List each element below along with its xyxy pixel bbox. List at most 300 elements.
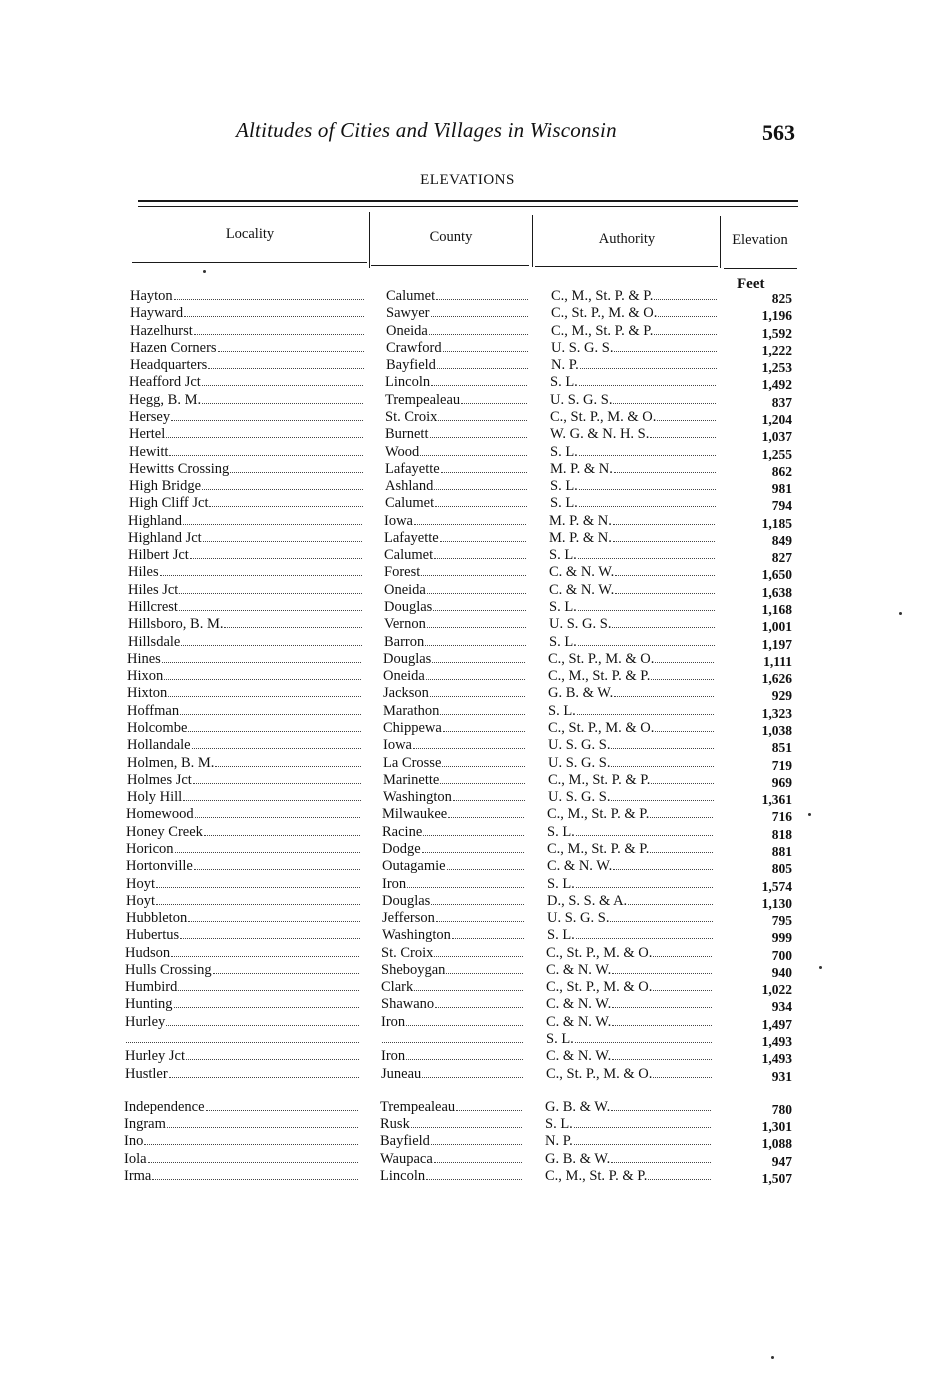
- dot-leader: [171, 945, 359, 957]
- table-row: [0, 789, 927, 806]
- authority-cell-text: D., S. S. & A.: [547, 892, 628, 909]
- locality-cell: [125, 979, 359, 996]
- county-cell: [382, 858, 524, 875]
- authority-cell-text: G. B. & W.: [548, 685, 614, 702]
- locality-cell-text: Hurley: [125, 1013, 166, 1030]
- dot-leader: [614, 685, 714, 697]
- authority-cell: [546, 1031, 712, 1048]
- table-row: [0, 1099, 927, 1116]
- elevation-cell: 716: [771, 809, 792, 825]
- dot-leader: [422, 841, 524, 853]
- elevation-cell: 1,037: [761, 429, 792, 445]
- elevation-cell: 1,574: [761, 878, 792, 894]
- county-cell-text: Crawford: [386, 339, 442, 356]
- authority-cell-text: S. L.: [549, 599, 577, 616]
- elevation-cell: 1,253: [761, 360, 792, 376]
- authority-cell: [550, 444, 716, 461]
- dot-leader: [651, 668, 714, 680]
- authority-cell-text: C. & N. W.: [546, 1013, 612, 1030]
- dot-leader: [611, 1099, 711, 1111]
- locality-cell-text: Hilbert Jct: [128, 547, 189, 564]
- locality-cell: [125, 1031, 359, 1043]
- table-row: [0, 426, 927, 443]
- locality-cell-text: High Bridge: [129, 478, 202, 495]
- county-cell-text: Iowa: [384, 512, 413, 529]
- dot-leader: [209, 495, 363, 507]
- locality-cell: [127, 737, 361, 754]
- elevation-cell: 981: [771, 481, 792, 497]
- dot-leader: [613, 392, 716, 404]
- county-cell: [382, 841, 524, 858]
- locality-cell-text: Irma: [124, 1168, 152, 1184]
- authority-cell: [548, 772, 714, 789]
- table-row: [0, 824, 927, 841]
- authority-cell: [545, 1151, 711, 1168]
- table-row: [0, 444, 927, 461]
- locality-cell-text: Hazen Corners: [130, 339, 217, 356]
- dot-leader: [171, 409, 363, 421]
- county-cell: [386, 305, 528, 322]
- county-cell: [381, 945, 523, 962]
- county-cell-text: Wood: [385, 443, 420, 460]
- dot-leader: [442, 755, 525, 767]
- elevation-cell: 1,650: [761, 567, 792, 583]
- authority-cell-text: C., M., St. P. & P.: [545, 1168, 648, 1184]
- authority-cell-text: C. & N. W.: [546, 996, 612, 1013]
- county-cell-text: Rusk: [380, 1116, 410, 1133]
- dot-leader: [156, 893, 360, 905]
- locality-cell-text: Ingram: [124, 1116, 166, 1133]
- dot-leader: [579, 495, 716, 507]
- authority-cell: [548, 703, 714, 720]
- table-row: [0, 996, 927, 1013]
- county-cell: [380, 1151, 522, 1168]
- elevation-cell: 1,168: [761, 602, 792, 618]
- table-row: [0, 1116, 927, 1133]
- dot-leader: [175, 841, 360, 853]
- dot-leader: [651, 772, 714, 784]
- table-row: [0, 1168, 927, 1185]
- locality-cell: [125, 962, 359, 979]
- dot-leader: [431, 1133, 522, 1145]
- county-cell-text: Calumet: [386, 288, 436, 304]
- authority-cell-text: C., M., St. P. & P.: [547, 840, 650, 857]
- table-row: [0, 720, 927, 737]
- dot-leader: [578, 547, 715, 559]
- dot-leader: [653, 979, 712, 991]
- dot-leader: [168, 685, 361, 697]
- dot-leader: [612, 1014, 712, 1026]
- dot-leader: [579, 374, 716, 386]
- dot-leader: [653, 945, 712, 957]
- authority-cell: [546, 996, 712, 1013]
- authority-cell-text: S. L.: [550, 495, 578, 512]
- locality-cell: [128, 547, 362, 564]
- authority-cell: [546, 1066, 712, 1083]
- dot-leader: [576, 876, 713, 888]
- county-cell: [384, 616, 526, 633]
- dot-leader: [613, 858, 713, 870]
- county-cell: [385, 392, 527, 409]
- county-cell: [385, 495, 527, 512]
- dot-leader: [192, 737, 361, 749]
- top-rule-thin: [138, 206, 798, 207]
- dot-leader: [434, 478, 527, 490]
- locality-cell: [126, 841, 360, 858]
- authority-cell: [551, 305, 717, 322]
- dot-leader: [188, 720, 361, 732]
- county-cell: [385, 478, 527, 495]
- table-row: [0, 495, 927, 512]
- locality-cell: [126, 806, 360, 823]
- locality-cell: [124, 1168, 358, 1185]
- authority-cell: [547, 858, 713, 875]
- locality-cell: [126, 910, 360, 927]
- dot-leader: [202, 392, 363, 404]
- county-cell-text: Bayfield: [380, 1133, 430, 1150]
- authority-cell-text: M. P. & N.: [549, 529, 612, 546]
- county-cell-text: Lincoln: [385, 374, 431, 391]
- dot-leader: [654, 288, 717, 300]
- dot-leader: [420, 444, 527, 456]
- table-row: [0, 979, 927, 996]
- authority-cell: [550, 426, 716, 443]
- locality-cell: [124, 1099, 358, 1116]
- locality-cell: [127, 651, 361, 668]
- dot-leader: [437, 357, 528, 369]
- county-cell: [383, 720, 525, 737]
- authority-cell: [547, 927, 713, 944]
- locality-cell: [129, 409, 363, 426]
- county-cell: [383, 737, 525, 754]
- locality-cell: [128, 513, 362, 530]
- dot-leader: [438, 409, 527, 421]
- authority-cell: [550, 409, 716, 426]
- elevation-cell: 931: [771, 1068, 792, 1084]
- county-cell: [380, 1133, 522, 1150]
- locality-cell-text: Highland: [128, 512, 182, 529]
- elevation-cell: 700: [771, 947, 792, 963]
- dot-leader: [448, 806, 524, 818]
- elevation-cell: 1,196: [761, 308, 792, 324]
- locality-cell: [127, 685, 361, 702]
- authority-cell-text: C., St. P., M. & O.: [548, 720, 655, 736]
- elevation-cell: 851: [771, 740, 792, 756]
- authority-cell-text: C. & N. W.: [547, 858, 613, 875]
- table-row: [0, 547, 927, 564]
- dot-leader: [446, 962, 523, 974]
- table-row: [0, 893, 927, 910]
- authority-cell: [546, 1014, 712, 1031]
- table-row: [0, 357, 927, 374]
- table-row: [0, 945, 927, 962]
- authority-cell: [546, 1048, 712, 1065]
- authority-cell: [549, 634, 715, 651]
- locality-cell: [125, 1048, 359, 1065]
- dot-leader: [169, 1066, 359, 1078]
- authority-cell: [549, 616, 715, 633]
- dot-leader: [440, 703, 525, 715]
- county-cell-text: Oneida: [386, 322, 428, 339]
- county-cell-text: Vernon: [384, 616, 426, 633]
- locality-cell: [125, 1066, 359, 1083]
- authority-cell: [551, 323, 717, 340]
- county-cell-text: Douglas: [384, 599, 433, 616]
- authority-cell-text: C. & N. W.: [546, 961, 612, 978]
- elevation-cell: 999: [771, 930, 792, 946]
- elevation-cell: 1,204: [761, 411, 792, 427]
- dot-leader: [430, 685, 525, 697]
- elevation-cell: 1,497: [761, 1016, 792, 1032]
- elevation-cell: 825: [771, 291, 792, 306]
- authority-cell-text: C., St. P., M. & O.: [546, 944, 653, 961]
- authority-cell-text: C., St. P., M. & O.: [546, 979, 653, 996]
- authority-cell-text: C., M., St. P. & P.: [548, 771, 651, 788]
- authority-cell-text: S. L.: [547, 823, 575, 840]
- locality-cell: [128, 634, 362, 651]
- elevation-cell: 940: [771, 964, 792, 980]
- dot-leader: [183, 789, 361, 801]
- dot-leader: [204, 824, 360, 836]
- dot-leader: [148, 1151, 358, 1163]
- elevation-cell: 1,323: [761, 705, 792, 721]
- dot-leader: [407, 876, 524, 888]
- county-cell-text: Lafayette: [384, 529, 439, 546]
- print-speck: [203, 270, 206, 273]
- dot-leader: [612, 962, 712, 974]
- county-cell: [380, 1116, 522, 1133]
- locality-cell: [129, 478, 363, 495]
- dot-leader: [434, 945, 523, 957]
- county-cell: [381, 996, 523, 1013]
- county-cell-text: Sawyer: [386, 305, 430, 322]
- authority-cell: [548, 755, 714, 772]
- county-cell-text: Jackson: [383, 685, 429, 702]
- locality-cell: [126, 824, 360, 841]
- locality-cell: [126, 927, 360, 944]
- elevation-cell: 794: [771, 498, 792, 514]
- elevation-cell: 1,222: [761, 342, 792, 358]
- county-cell: [384, 530, 526, 547]
- county-cell-text: Iron: [381, 1013, 406, 1030]
- county-cell: [383, 755, 525, 772]
- locality-cell-text: Hurley Jct: [125, 1048, 185, 1065]
- locality-cell-text: Hewitt: [129, 443, 169, 460]
- table-row: [0, 755, 927, 772]
- locality-cell-text: Ino: [124, 1133, 144, 1150]
- authority-cell: [547, 893, 713, 910]
- locality-cell: [130, 340, 364, 357]
- locality-cell: [124, 1133, 358, 1150]
- authority-cell-text: S. L.: [550, 374, 578, 391]
- locality-cell: [130, 323, 364, 340]
- header-rule-locality: [132, 262, 367, 263]
- county-cell-text: Iron: [382, 875, 407, 892]
- column-header-locality: Locality: [225, 226, 275, 242]
- table-row: [0, 461, 927, 478]
- authority-cell: [550, 461, 716, 478]
- locality-cell-text: Hustler: [125, 1065, 168, 1082]
- elevation-cell: 1,626: [761, 671, 792, 687]
- dot-leader: [206, 1099, 358, 1111]
- locality-cell: [124, 1151, 358, 1168]
- dot-leader: [612, 1048, 712, 1060]
- dot-leader: [431, 374, 527, 386]
- authority-cell-text: S. L.: [547, 875, 575, 892]
- dot-leader: [613, 513, 715, 525]
- elevation-cell: 1,088: [761, 1136, 792, 1152]
- authority-cell-text: U. S. G. S.: [547, 910, 610, 927]
- locality-cell-text: Headquarters: [130, 357, 208, 374]
- locality-cell: [127, 772, 361, 789]
- locality-cell: [129, 444, 363, 461]
- dot-leader: [202, 374, 363, 386]
- dot-leader: [190, 547, 362, 559]
- authority-cell-text: S. L.: [549, 633, 577, 650]
- authority-cell-text: U. S. G. S.: [548, 737, 611, 754]
- locality-cell-text: Highland Jct: [128, 529, 202, 546]
- dot-leader: [215, 755, 361, 767]
- county-cell: [383, 772, 525, 789]
- dot-leader: [181, 634, 362, 646]
- authority-cell: [547, 841, 713, 858]
- elevation-cell: 1,592: [761, 325, 792, 341]
- locality-cell: [126, 858, 360, 875]
- county-cell: [383, 789, 525, 806]
- elevation-cell: 881: [771, 843, 792, 859]
- county-cell-text: Ashland: [385, 478, 434, 495]
- county-cell: [386, 357, 528, 374]
- dot-leader: [658, 305, 717, 317]
- authority-cell: [545, 1116, 711, 1133]
- table-row: [0, 513, 927, 530]
- county-cell: [384, 513, 526, 530]
- print-speck: [808, 813, 811, 816]
- authority-cell-text: C., St. P., M. & O.: [551, 305, 658, 322]
- county-cell-text: Juneau: [381, 1065, 422, 1082]
- authority-cell-text: M. P. & N.: [549, 512, 612, 529]
- locality-cell-text: Hayward: [130, 305, 184, 322]
- dot-leader: [166, 1014, 359, 1026]
- authority-cell: [548, 685, 714, 702]
- dot-leader: [162, 651, 361, 663]
- dot-leader: [179, 582, 362, 594]
- dot-leader: [613, 530, 715, 542]
- column-header-elevation: Elevation: [732, 232, 788, 248]
- dot-leader: [579, 444, 716, 456]
- authority-cell-text: U. S. G. S.: [548, 789, 611, 806]
- locality-cell-text: Hayton: [130, 288, 173, 304]
- dot-leader: [461, 392, 527, 404]
- locality-cell: [128, 616, 362, 633]
- county-cell-text: Oneida: [383, 668, 425, 685]
- county-cell-text: Bayfield: [386, 357, 436, 374]
- authority-cell-text: S. L.: [548, 702, 576, 719]
- dot-leader: [611, 1151, 711, 1163]
- elevation-cell: 1,022: [761, 982, 792, 998]
- authority-cell: [549, 564, 715, 581]
- print-speck: [819, 966, 822, 969]
- dot-leader: [575, 1031, 712, 1043]
- dot-leader: [430, 426, 528, 438]
- dot-leader: [180, 703, 361, 715]
- dot-leader: [423, 824, 524, 836]
- locality-cell: [125, 945, 359, 962]
- locality-cell: [127, 703, 361, 720]
- table-row: [0, 1151, 927, 1168]
- county-cell-text: Iron: [381, 1048, 406, 1065]
- elevation-cell: 1,638: [761, 584, 792, 600]
- elevation-cell: 862: [771, 463, 792, 479]
- dot-leader: [382, 1031, 523, 1043]
- dot-leader: [433, 599, 526, 611]
- elevation-cell: 1,361: [761, 792, 792, 808]
- dot-leader: [426, 668, 525, 680]
- locality-cell-text: Hillsdale: [128, 633, 181, 650]
- authority-cell: [548, 720, 714, 737]
- dot-leader: [178, 979, 359, 991]
- locality-cell-text: Hixon: [127, 668, 164, 685]
- dot-leader: [612, 996, 712, 1008]
- dot-leader: [578, 599, 715, 611]
- county-cell: [382, 927, 524, 944]
- county-cell-text: Forest: [384, 564, 421, 581]
- dot-leader: [413, 737, 525, 749]
- authority-cell-text: C. & N. W.: [546, 1048, 612, 1065]
- locality-cell: [127, 668, 361, 685]
- authority-cell-text: S. L.: [550, 443, 578, 460]
- elevation-cell: 1,185: [761, 515, 792, 531]
- dot-leader: [144, 1133, 358, 1145]
- authority-cell: [548, 651, 714, 668]
- dot-leader: [574, 1116, 711, 1128]
- elevation-cell: 1,493: [761, 1034, 792, 1050]
- locality-cell: [129, 426, 363, 443]
- table-row: [0, 323, 927, 340]
- dot-leader: [574, 1133, 711, 1145]
- authority-cell-text: M. P. & N.: [550, 460, 613, 477]
- county-cell: [385, 426, 527, 443]
- section-title: ELEVATIONS: [420, 172, 515, 188]
- county-cell-text: Washington: [383, 789, 452, 806]
- locality-cell-text: Horicon: [126, 840, 174, 857]
- authority-cell: [546, 979, 712, 996]
- authority-cell: [549, 599, 715, 616]
- column-header-county: County: [429, 229, 473, 245]
- dot-leader: [657, 409, 716, 421]
- dot-leader: [174, 288, 364, 300]
- table-row: [0, 841, 927, 858]
- table-row: [0, 478, 927, 495]
- dot-leader: [152, 1168, 358, 1180]
- dot-leader: [174, 996, 359, 1008]
- dot-leader: [611, 737, 714, 749]
- dot-leader: [406, 1048, 523, 1060]
- county-cell: [385, 461, 527, 478]
- elevation-cell: 827: [771, 550, 792, 566]
- dot-leader: [578, 634, 715, 646]
- locality-cell-text: Hiles: [128, 564, 159, 581]
- table-row: [0, 772, 927, 789]
- dot-leader: [650, 841, 713, 853]
- locality-cell-text: Independence: [124, 1098, 205, 1115]
- table-row: [0, 1031, 927, 1048]
- locality-cell-text: Hoffman: [127, 702, 180, 719]
- column-header-authority: Authority: [598, 231, 656, 247]
- dot-leader: [614, 461, 716, 473]
- dot-leader: [440, 772, 525, 784]
- locality-cell: [126, 876, 360, 893]
